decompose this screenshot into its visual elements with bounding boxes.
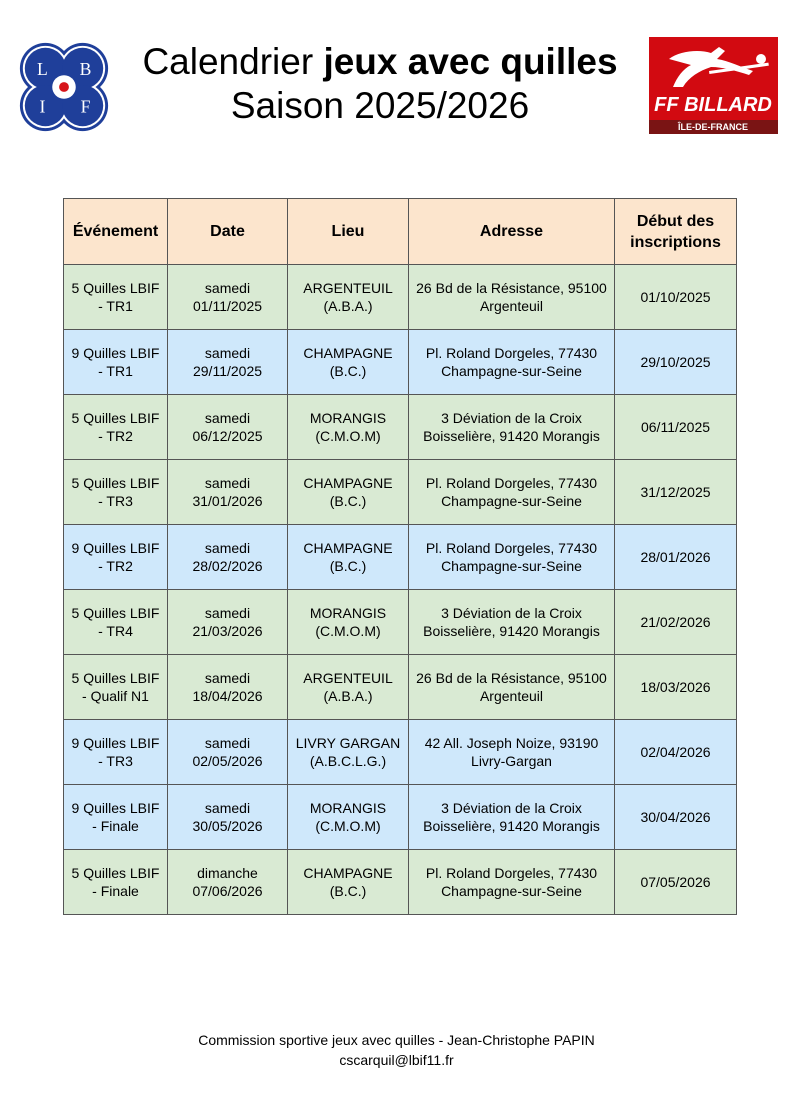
adresse-cell [409,265,615,330]
adresse-cell-line: 3 Déviation de la Croix [441,800,582,816]
table-row [64,265,737,330]
adresse-cell-line: Pl. Roland Dorgeles, 77430 [425,475,598,491]
date-cell-line: samedi [204,280,251,296]
event-cell-line: 9 Quilles LBIF [71,540,160,556]
event-cell-line: - Finale [92,818,139,834]
logo-letter-b: B [79,59,92,80]
lieu-cell-line: (A.B.A.) [323,688,373,704]
lieu-cell [288,265,409,330]
date-cell [168,525,288,590]
event-cell-line: - TR1 [98,363,133,379]
date-cell-line: samedi [204,670,251,686]
adresse-cell-line: Boisselière, 91420 Morangis [423,818,600,834]
adresse-cell [409,525,615,590]
event-cell [64,395,168,460]
debut-cell: 28/01/2026 [615,525,737,590]
lbif-logo [15,38,113,136]
event-cell-line: 9 Quilles LBIF [71,345,160,361]
debut-cell: 01/10/2025 [615,265,737,330]
lieu-cell [288,460,409,525]
date-cell-line: 30/05/2026 [192,818,263,834]
date-cell-line: 29/11/2025 [192,363,263,379]
col-header-evenement: Événement [64,199,168,265]
event-cell-line: - Qualif N1 [82,688,149,704]
event-cell [64,330,168,395]
debut-cell: 30/04/2026 [615,785,737,850]
date-cell [168,785,288,850]
lieu-cell-line: LIVRY GARGAN [295,735,401,751]
adresse-cell [409,655,615,720]
lieu-cell [288,590,409,655]
col-header-date: Date [168,199,288,265]
date-cell-line: 21/03/2026 [192,623,263,639]
adresse-cell-line: Champagne-sur-Seine [441,883,582,899]
lieu-cell [288,395,409,460]
date-cell [168,655,288,720]
lieu-cell [288,785,409,850]
lieu-cell [288,525,409,590]
lieu-cell-line: (B.C.) [329,493,367,509]
event-cell-line: - TR2 [98,428,133,444]
lieu-cell-line: MORANGIS [309,605,387,621]
debut-cell: 31/12/2025 [615,460,737,525]
date-cell-line: dimanche [197,865,258,881]
logo-letter-f: F [80,96,91,117]
debut-cell: 02/04/2026 [615,720,737,785]
event-cell-line: 5 Quilles LBIF [71,865,160,881]
debut-cell: 29/10/2025 [615,330,737,395]
adresse-cell-line: Boisselière, 91420 Morangis [423,428,600,444]
lieu-cell-line: (A.B.C.L.G.) [309,753,387,769]
lieu-cell-line: MORANGIS [309,410,387,426]
event-cell-line: - TR3 [98,753,133,769]
date-cell-line: samedi [204,735,251,751]
table-row [64,525,737,590]
event-cell-line: 5 Quilles LBIF [71,605,160,621]
table-row [64,460,737,525]
footer [0,1030,793,1070]
adresse-cell-line: 26 Bd de la Résistance, 95100 [416,670,607,686]
page-title [110,40,650,128]
adresse-cell-line: 3 Déviation de la Croix [441,605,582,621]
adresse-cell [409,590,615,655]
adresse-cell-line: Pl. Roland Dorgeles, 77430 [425,345,598,361]
date-cell-line: samedi [204,800,251,816]
date-cell-line: samedi [204,475,251,491]
lieu-cell-line: (B.C.) [329,558,367,574]
date-cell [168,460,288,525]
event-cell-line: 5 Quilles LBIF [71,670,160,686]
table-row [64,395,737,460]
adresse-cell-line: 42 All. Joseph Noize, 93190 [424,735,599,751]
title-bold: jeux avec quilles [323,41,618,82]
event-cell [64,720,168,785]
col-header-adresse: Adresse [409,199,615,265]
lieu-cell-line: (B.C.) [329,363,367,379]
adresse-cell-line: Pl. Roland Dorgeles, 77430 [425,865,598,881]
debut-cell: 18/03/2026 [615,655,737,720]
event-cell-line: - TR2 [98,558,133,574]
date-cell-line: samedi [204,410,251,426]
logo-letter-l: L [37,59,48,80]
ffbillard-subtext: ÎLE-DE-FRANCE [678,122,748,132]
lieu-cell [288,330,409,395]
date-cell [168,850,288,915]
lieu-cell-line: (B.C.) [329,883,367,899]
date-cell-line: samedi [204,345,251,361]
adresse-cell [409,330,615,395]
adresse-cell [409,460,615,525]
date-cell-line: 01/11/2025 [192,298,263,314]
table-body [64,265,737,915]
adresse-cell-line: Champagne-sur-Seine [441,493,582,509]
table-header-row [64,199,737,265]
event-cell-line: - TR3 [98,493,133,509]
event-cell [64,460,168,525]
footer-commission: Commission sportive jeux avec quilles - Jean-Christophe PAPIN [198,1032,595,1048]
table-row [64,330,737,395]
calendar-table [63,198,737,915]
adresse-cell-line: Pl. Roland Dorgeles, 77430 [425,540,598,556]
adresse-cell-line: Livry-Gargan [471,753,552,769]
title-prefix: Calendrier [142,41,324,82]
adresse-cell-line: Argenteuil [479,688,544,704]
date-cell-line: 06/12/2025 [192,428,263,444]
date-cell-line: 28/02/2026 [192,558,263,574]
table-row [64,850,737,915]
debut-cell: 21/02/2026 [615,590,737,655]
lieu-cell-line: (C.M.O.M) [315,818,381,834]
adresse-cell-line: Boisselière, 91420 Morangis [423,623,600,639]
adresse-cell [409,850,615,915]
season-subtitle: Saison 2025/2026 [230,85,530,126]
table-row [64,785,737,850]
event-cell-line: - TR1 [98,298,133,314]
adresse-cell-line: Champagne-sur-Seine [441,363,582,379]
adresse-cell-line: Argenteuil [479,298,544,314]
lieu-cell [288,655,409,720]
col-header-debut-inscriptions: Début des inscriptions [615,199,737,265]
col-header-lieu: Lieu [288,199,409,265]
event-cell [64,590,168,655]
lieu-cell [288,720,409,785]
date-cell-line: samedi [204,605,251,621]
debut-cell: 07/05/2026 [615,850,737,915]
date-cell [168,720,288,785]
debut-cell: 06/11/2025 [615,395,737,460]
lieu-cell-line: CHAMPAGNE [303,865,393,881]
lieu-cell-line: ARGENTEUIL [303,670,393,686]
footer-email: cscarquil@lbif11.fr [339,1052,454,1068]
lieu-cell-line: (A.B.A.) [323,298,373,314]
ffbillard-text: FF BILLARD [654,94,772,116]
adresse-cell-line: 26 Bd de la Résistance, 95100 [416,280,607,296]
date-cell [168,265,288,330]
table-row [64,590,737,655]
ffbillard-logo [649,37,778,134]
event-cell-line: 9 Quilles LBIF [71,735,160,751]
lieu-cell-line: MORANGIS [309,800,387,816]
event-cell-line: 9 Quilles LBIF [71,800,160,816]
adresse-cell [409,395,615,460]
event-cell [64,850,168,915]
lieu-cell-line: ARGENTEUIL [303,280,393,296]
event-cell [64,525,168,590]
event-cell [64,785,168,850]
event-cell-line: 5 Quilles LBIF [71,410,160,426]
event-cell-line: - TR4 [98,623,133,639]
date-cell-line: 07/06/2026 [192,883,263,899]
date-cell-line: samedi [204,540,251,556]
date-cell [168,395,288,460]
date-cell-line: 18/04/2026 [192,688,263,704]
adresse-cell [409,785,615,850]
date-cell-line: 02/05/2026 [192,753,263,769]
event-cell-line: - Finale [92,883,139,899]
event-cell [64,655,168,720]
table-row [64,655,737,720]
lieu-cell-line: CHAMPAGNE [303,345,393,361]
event-cell-line: 5 Quilles LBIF [71,280,160,296]
adresse-cell-line: 3 Déviation de la Croix [441,410,582,426]
lieu-cell-line: CHAMPAGNE [303,540,393,556]
date-cell-line: 31/01/2026 [192,493,263,509]
event-cell [64,265,168,330]
logo-letter-i: I [39,96,46,117]
title-line [110,40,650,84]
table-row [64,720,737,785]
lieu-cell-line: (C.M.O.M) [315,428,381,444]
date-cell [168,590,288,655]
adresse-cell-line: Champagne-sur-Seine [441,558,582,574]
lieu-cell-line: (C.M.O.M) [315,623,381,639]
lieu-cell-line: CHAMPAGNE [303,475,393,491]
event-cell-line: 5 Quilles LBIF [71,475,160,491]
lieu-cell [288,850,409,915]
date-cell [168,330,288,395]
adresse-cell [409,720,615,785]
